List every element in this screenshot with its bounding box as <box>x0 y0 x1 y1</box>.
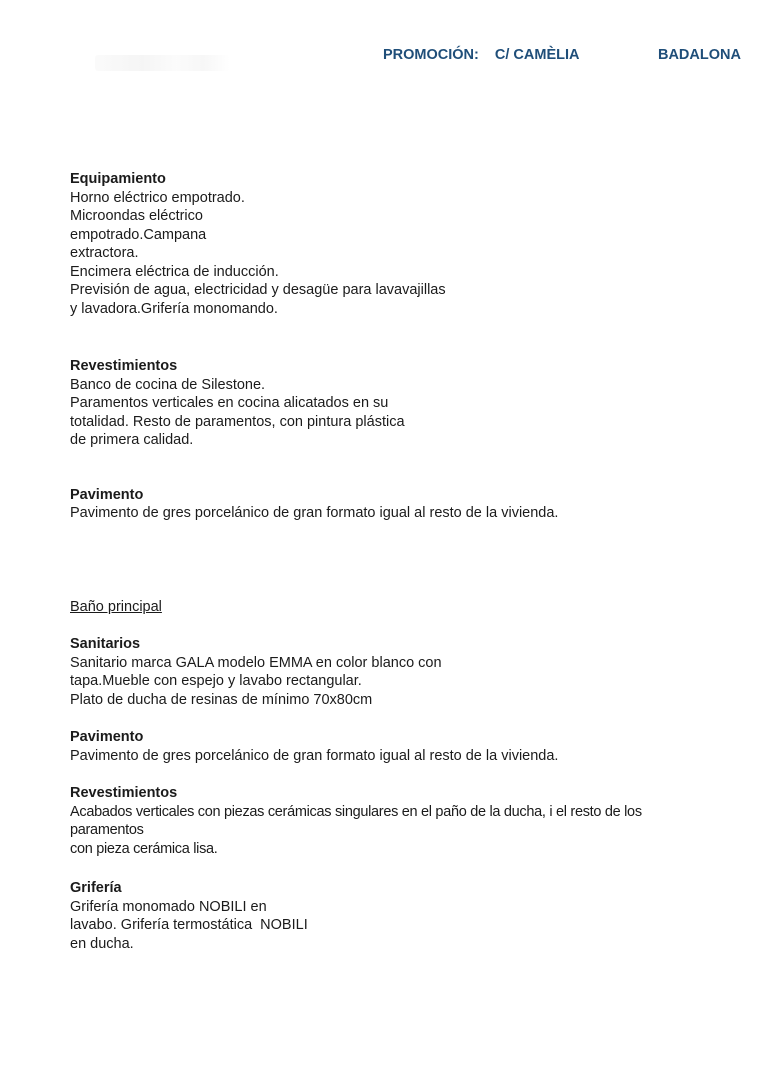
body-line: lavabo. Grifería termostática NOBILI <box>70 917 308 933</box>
body-line: extractora. <box>70 245 139 261</box>
promotion-city: BADALONA <box>657 47 741 63</box>
promotion-street: C/ CAMÈLIA <box>494 47 579 63</box>
body-line: Paramentos verticales en cocina alicatados en su <box>70 395 389 411</box>
body-line: de primera calidad. <box>70 432 194 448</box>
body-line: Banco de cocina de Silestone. <box>70 376 266 393</box>
body-line: Previsión de agua, electricidad y desagüe para lavavajillas <box>70 282 446 298</box>
body-line: Sanitario marca GALA modelo EMMA en color blanco con <box>70 654 442 671</box>
body-line: Pavimento de gres porcelánico de gran formato igual al resto de la vivienda. <box>70 505 559 521</box>
body-line: Encimera eléctrica de inducción. <box>70 263 279 280</box>
section-heading: Revestimientos <box>70 785 178 801</box>
section-heading: Revestimientos <box>70 358 178 374</box>
section-heading: Grifería <box>70 880 122 896</box>
body-line: Horno eléctrico empotrado. <box>70 189 245 206</box>
body-line: y lavadora.Grifería monomando. <box>70 300 278 317</box>
section-heading: Equipamiento <box>70 171 166 187</box>
body-line: totalidad. Resto de paramentos, con pintura plástica <box>70 413 405 430</box>
faint-logo-watermark <box>95 55 230 71</box>
section-equipamiento <box>70 170 717 318</box>
promotion-label: PROMOCIÓN: <box>383 47 479 63</box>
section-heading: Sanitarios <box>70 636 141 652</box>
section-pavimento-cocina <box>70 486 717 523</box>
document-body <box>70 170 717 953</box>
body-line: tapa.Mueble con espejo y lavabo rectangular. <box>70 673 362 689</box>
section-heading-underlined: Baño principal <box>70 598 162 615</box>
section-heading: Pavimento <box>70 729 144 745</box>
section-pavimento-bano <box>70 728 717 765</box>
body-line: Grifería monomado NOBILI en <box>70 898 267 915</box>
body-line: Pavimento de gres porcelánico de gran formato igual al resto de la vivienda. <box>70 747 559 764</box>
body-line: Microondas eléctrico <box>70 208 203 224</box>
body-line: Plato de ducha de resinas de mínimo 70x80cm <box>70 691 373 708</box>
section-heading: Pavimento <box>70 486 144 503</box>
body-line: Acabados verticales con piezas cerámicas singulares en el paño de la ducha, i el resto de los paramentos <box>70 803 646 838</box>
section-sanitarios <box>70 635 717 709</box>
section-revestimientos-cocina <box>70 357 717 450</box>
document-header <box>383 46 741 65</box>
body-line: empotrado.Campana <box>70 226 207 243</box>
body-line: en ducha. <box>70 935 134 952</box>
section-griferia <box>70 879 717 953</box>
body-line: con pieza cerámica lisa. <box>70 840 218 857</box>
section-bano-principal <box>70 598 717 617</box>
section-revestimientos-bano <box>70 784 717 858</box>
